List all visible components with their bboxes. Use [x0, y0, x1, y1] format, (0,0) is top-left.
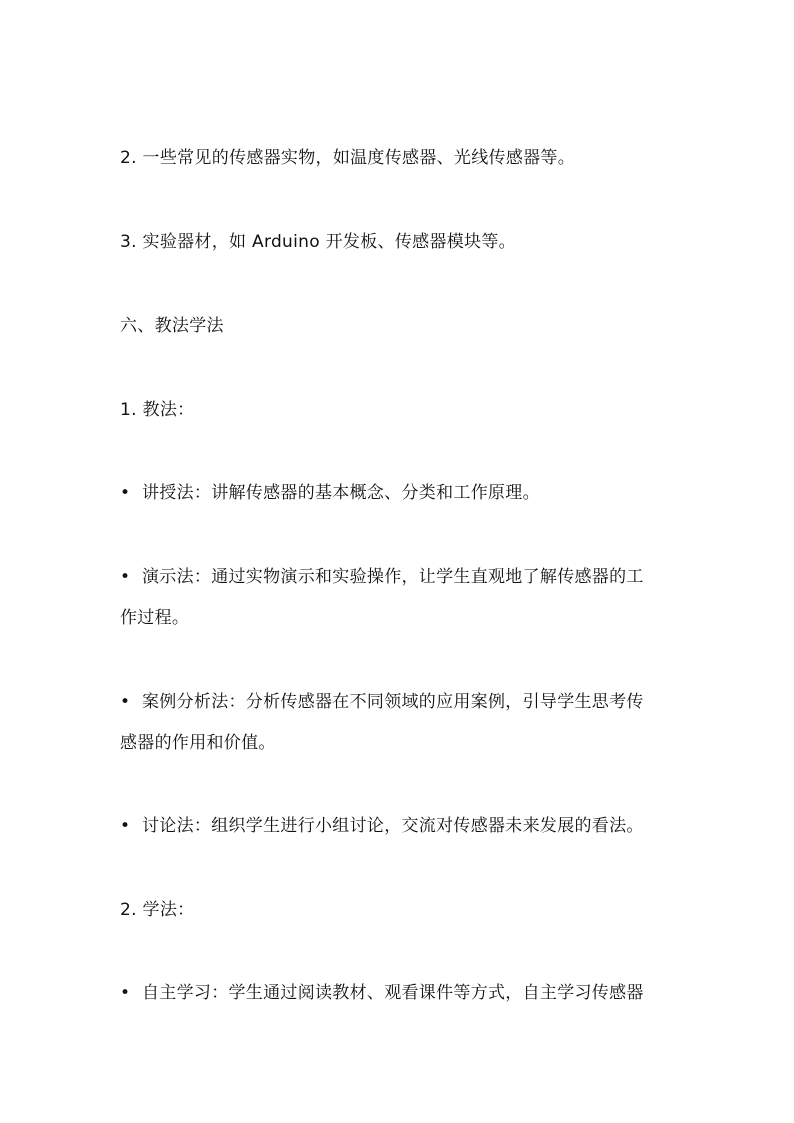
bullet-continuation: 作过程。 [120, 608, 190, 628]
bullet-text: 案例分析法：分析传感器在不同领域的应用案例，引导学生思考传 [142, 692, 644, 712]
bullet-continuation: 感器的作用和价值。 [120, 733, 276, 753]
bullet-text: 自主学习：学生通过阅读教材、观看课件等方式，自主学习传感器 [142, 983, 644, 1003]
bullet-icon: • [120, 816, 131, 836]
bullet-icon: • [120, 983, 131, 1003]
bullet-icon: • [120, 567, 131, 587]
bullet-text: 讲授法：讲解传感器的基本概念、分类和工作原理。 [142, 483, 540, 503]
subheading-learning-methods: 2. 学法： [120, 900, 195, 920]
subheading-teaching-methods: 1. 教法： [120, 400, 195, 420]
bullet-item-case-analysis [120, 682, 680, 722]
section-heading: 六、教法学法 [120, 316, 224, 336]
bullet-item-discussion [120, 806, 680, 846]
bullet-text: 讨论法：组织学生进行小组讨论，交流对传感器未来发展的看法。 [142, 816, 644, 836]
list-item-2: 2. 一些常见的传感器实物，如温度传感器、光线传感器等。 [120, 148, 576, 168]
bullet-item-demo [120, 557, 680, 597]
bullet-item-lecture [120, 473, 680, 513]
list-item-3: 3. 实验器材，如 Arduino 开发板、传感器模块等。 [120, 232, 516, 252]
bullet-icon: • [120, 483, 131, 503]
bullet-icon: • [120, 692, 131, 712]
bullet-text: 演示法：通过实物演示和实验操作，让学生直观地了解传感器的工 [142, 567, 644, 587]
bullet-item-self-study [120, 973, 680, 1013]
